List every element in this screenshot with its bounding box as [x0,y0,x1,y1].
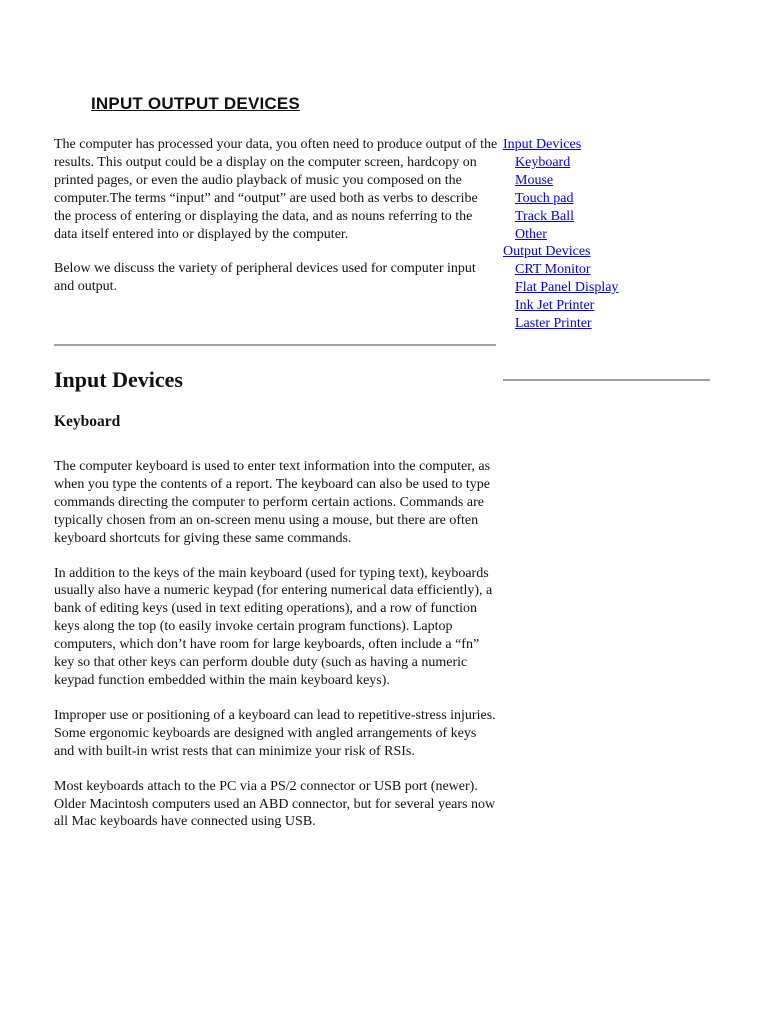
toc-link-laster-printer[interactable]: Laster Printer [515,316,592,332]
intro-paragraph: The computer has processed your data, you often need to produce output of the results. This output could be a display on the computer screen, hardcopy on printed pages, or even the audio playback of music you composed on the computer.The terms “input” and “output” are used both as verbs to describe the process of entering or displaying the data, and as nouns referring to the data itself entered into or displayed by the computer. [54,137,498,242]
intro-paragraph: Below we discuss the variety of peripheral devices used for computer input and output. [54,261,476,295]
toc-link-touch-pad[interactable]: Touch pad [515,190,574,206]
keyboard-paragraph: Improper use or positioning of a keyboard can lead to repetitive-stress injuries. Some ergonomic keyboards are designed with angled arrangements of keys and with built-in wrist rests that can minimize your risk of RSIs. [54,707,496,759]
keyboard-paragraph: The computer keyboard is used to enter text information into the computer, as when you type the contents of a report. The keyboard can also be used to type commands directing the computer to perform certain actions. Commands are typically chosen from an on-screen menu using a mouse, but there are often keyboard shortcuts for giving these same commands. [54,459,491,546]
keyboard-paragraph: Most keyboards attach to the PC via a PS/2 connector or USB port (newer). Older Macintosh computers used an ABD connector, but for several years now all Mac keyboards have connected using USB. [54,778,496,830]
section-divider [54,344,496,346]
intro-section [54,136,498,313]
toc-link-ink-jet-printer[interactable]: Ink Jet Printer [515,298,595,314]
section-heading-input-devices: Input Devices [54,367,183,392]
toc-link-crt-monitor[interactable]: CRT Monitor [515,262,591,278]
toc-link-input-devices[interactable]: Input Devices [503,137,582,152]
toc-link-flat-panel-display[interactable]: Flat Panel Display [515,280,619,296]
sidebar-divider [503,379,710,381]
toc-link-output-devices[interactable]: Output Devices [503,244,591,260]
toc-link-other[interactable]: Other [515,226,547,242]
toc-link-track-ball[interactable]: Track Ball [515,208,574,224]
keyboard-section [54,458,498,848]
document-title: INPUT OUTPUT DEVICES [91,94,300,113]
table-of-contents [503,136,723,333]
subsection-heading-keyboard: Keyboard [54,413,121,430]
toc-link-keyboard[interactable]: Keyboard [515,154,571,170]
keyboard-paragraph: In addition to the keys of the main keyboard (used for typing text), keyboards usually also have a numeric keypad (for entering numerical data efficiently), a bank of editing keys (used in text editing operations), and a row of function keys along the top (to easily invoke certain program functions). Laptop computers, which don’t have room for large keyboards, often include a “fn” key so that other keys can perform double duty (such as having a numeric keypad function embedded within the main keyboard keys). [54,565,493,688]
toc-link-mouse[interactable]: Mouse [515,172,554,188]
